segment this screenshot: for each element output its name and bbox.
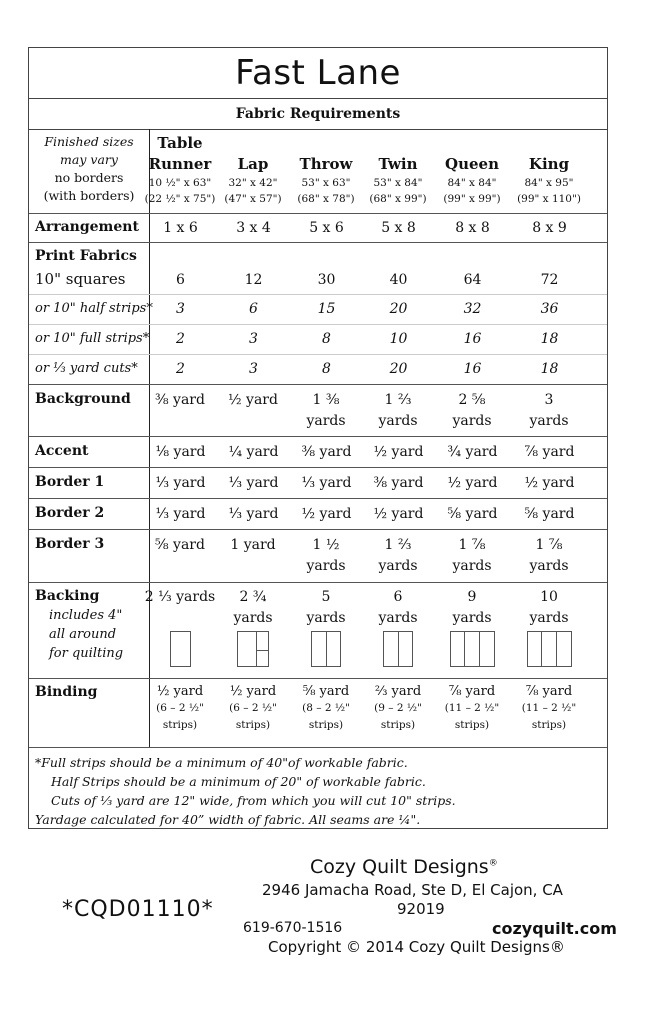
- border3-cell: [140, 535, 220, 556]
- binding-cell-line: strips): [308, 719, 344, 731]
- binding-cell-line: ⅞ yard: [448, 684, 496, 699]
- border1-cell: ½ yard: [524, 475, 575, 491]
- backing-cell-line: yards: [529, 610, 569, 626]
- column-size: 32" x 42": [228, 177, 278, 189]
- column-name-line1: [213, 133, 293, 154]
- column-header: [286, 133, 366, 207]
- binding-cell-line: strips): [531, 719, 567, 731]
- binding-cell: [509, 683, 589, 734]
- border3-cell-line: 1 yard: [230, 537, 276, 553]
- background-cell-line: ½ yard: [228, 392, 278, 408]
- border2-cell: ½ yard: [301, 506, 352, 522]
- third-cuts-cell: 2: [176, 361, 185, 377]
- background-cell: [509, 390, 589, 432]
- backing-note-line: all around: [49, 627, 117, 642]
- accent-cell: ⅛ yard: [155, 444, 206, 460]
- row-label-border2: Border 2: [35, 505, 105, 521]
- border2-cell: ½ yard: [373, 506, 424, 522]
- half-strips-cell: 36: [540, 301, 559, 317]
- pattern-title: Fast Lane: [235, 53, 401, 93]
- backing-panel: [171, 632, 190, 666]
- arrangement-cell: 1 x 6: [163, 220, 198, 236]
- backing-cell: [286, 587, 366, 629]
- squares-cell: 6: [176, 272, 185, 288]
- binding-cell-line: (11 – 2 ½": [444, 702, 500, 714]
- registered-mark: ®: [488, 858, 498, 869]
- backing-cell-line: yards: [233, 610, 273, 626]
- border3-cell-line: ⅝ yard: [155, 537, 205, 553]
- border3-cell: [213, 535, 293, 556]
- copyright: Copyright © 2014 Cozy Quilt Designs®: [268, 938, 565, 956]
- backing-cell: [140, 587, 220, 608]
- background-cell-line: 1 ⅔: [384, 392, 412, 408]
- binding-cell-line: strips): [380, 719, 416, 731]
- border3-cell-line: 1 ⅞: [535, 537, 563, 553]
- column-size: 53" x 63": [301, 177, 351, 189]
- third-cuts-cell: 18: [540, 361, 559, 377]
- company-name-text: Cozy Quilt Designs: [310, 856, 489, 878]
- backing-cell-line: 6: [393, 589, 403, 605]
- row-label-half-strips: or 10" half strips*: [35, 301, 153, 316]
- column-name-line1: [509, 133, 589, 154]
- backing-panel: [465, 632, 480, 666]
- column-name-line1: Table: [157, 134, 203, 152]
- binding-cell: [358, 683, 438, 734]
- background-cell-line: yards: [306, 413, 346, 429]
- size-note-line: no borders: [54, 170, 124, 185]
- backing-cell-line: yards: [306, 610, 346, 626]
- column-size: 53" x 84": [373, 177, 423, 189]
- column-name-line1: [358, 133, 438, 154]
- column-size-with-borders: (47" x 57"): [224, 193, 282, 205]
- binding-cell: [213, 683, 293, 734]
- backing-panel: [399, 632, 413, 666]
- binding-cell: [140, 683, 220, 734]
- squares-cell: 30: [317, 272, 336, 288]
- backing-panel-diagram: [383, 631, 413, 667]
- row-divider-light: [29, 294, 607, 295]
- background-cell: [358, 390, 438, 432]
- backing-panel: [528, 632, 543, 666]
- backing-panel: [384, 632, 399, 666]
- column-size-with-borders: (68" x 78"): [297, 193, 355, 205]
- border2-cell: ⅝ yard: [447, 506, 498, 522]
- row-divider-light: [29, 354, 607, 355]
- backing-cell: [432, 587, 512, 629]
- arrangement-cell: 5 x 8: [381, 220, 416, 236]
- backing-panel: [312, 632, 327, 666]
- backing-cell-line: 9: [467, 589, 477, 605]
- row-label-background: Background: [35, 391, 131, 407]
- row-label-full-strips: or 10" full strips*: [35, 331, 150, 346]
- border1-cell: ⅓ yard: [155, 475, 206, 491]
- background-cell-line: 1 ⅜: [312, 392, 340, 408]
- backing-note-line: includes 4": [49, 608, 123, 623]
- column-header: [140, 133, 220, 207]
- half-strips-cell: 3: [176, 301, 185, 317]
- column-header: [358, 133, 438, 207]
- accent-cell: ⅞ yard: [524, 444, 575, 460]
- backing-cell: [509, 587, 589, 629]
- size-note: [29, 133, 149, 205]
- squares-cell: 72: [540, 272, 559, 288]
- product-sku: *CQD01110*: [62, 897, 214, 922]
- backing-cell-line: 5: [321, 589, 331, 605]
- accent-cell: ¾ yard: [447, 444, 498, 460]
- column-name: Queen: [445, 155, 499, 173]
- background-cell-line: 2 ⅝: [458, 392, 486, 408]
- binding-cell-line: (8 – 2 ½": [302, 702, 350, 714]
- background-cell-line: yards: [378, 413, 418, 429]
- border1-cell: ⅓ yard: [228, 475, 279, 491]
- row-label-third-cuts: or ⅓ yard cuts*: [35, 361, 138, 376]
- background-cell-line: ⅜ yard: [155, 392, 205, 408]
- border1-cell: ⅜ yard: [373, 475, 424, 491]
- arrangement-cell: 8 x 8: [455, 220, 490, 236]
- column-size-with-borders: (68" x 99"): [369, 193, 427, 205]
- third-cuts-cell: 16: [463, 361, 482, 377]
- subtitle-row: [29, 98, 607, 130]
- half-strips-cell: 32: [463, 301, 482, 317]
- binding-cell-line: strips): [235, 719, 271, 731]
- backing-panel: [451, 632, 466, 666]
- arrangement-cell: 5 x 6: [309, 220, 344, 236]
- binding-cell: [286, 683, 366, 734]
- backing-panel: [257, 632, 268, 651]
- backing-panel-diagram: [527, 631, 572, 667]
- column-size-with-borders: (99" x 99"): [443, 193, 501, 205]
- row-divider: [29, 213, 607, 214]
- full-strips-cell: 2: [176, 331, 185, 347]
- backing-note-line: for quilting: [49, 646, 124, 661]
- binding-cell-line: strips): [454, 719, 490, 731]
- full-strips-cell: 8: [322, 331, 331, 347]
- accent-cell: ½ yard: [373, 444, 424, 460]
- squares-cell: 64: [463, 272, 482, 288]
- backing-panel: [327, 632, 341, 666]
- backing-cell-line: yards: [378, 610, 418, 626]
- footnotes: [35, 753, 456, 829]
- row-label-border1: Border 1: [35, 474, 105, 490]
- border3-cell-line: yards: [378, 558, 418, 574]
- column-name-line1: [286, 133, 366, 154]
- full-strips-cell: 10: [389, 331, 408, 347]
- column-name: Twin: [378, 155, 418, 173]
- company-name: [310, 856, 498, 878]
- binding-cell-line: ⅞ yard: [525, 684, 573, 699]
- row-divider: [29, 747, 607, 748]
- accent-cell: ¼ yard: [228, 444, 279, 460]
- border2-cell: ⅓ yard: [155, 506, 206, 522]
- background-cell: [213, 390, 293, 411]
- full-strips-cell: 18: [540, 331, 559, 347]
- backing-cell: [358, 587, 438, 629]
- row-divider: [29, 678, 607, 679]
- row-label-arrangement: Arrangement: [35, 219, 139, 235]
- binding-cell-line: ⅔ yard: [374, 684, 422, 699]
- company-address: 2946 Jamacha Road, Ste D, El Cajon, CA: [262, 881, 563, 899]
- column-name: Throw: [299, 155, 353, 173]
- border2-cell: ⅝ yard: [524, 506, 575, 522]
- border2-cell: ⅓ yard: [228, 506, 279, 522]
- column-size-with-borders: (22 ½" x 75"): [144, 193, 216, 205]
- border1-cell: ⅓ yard: [301, 475, 352, 491]
- company-website[interactable]: cozyquilt.com: [492, 919, 617, 938]
- column-name: Lap: [237, 155, 269, 173]
- arrangement-cell: 8 x 9: [532, 220, 567, 236]
- border3-cell: [509, 535, 589, 577]
- row-label-border3: Border 3: [35, 536, 105, 552]
- row-divider: [29, 498, 607, 499]
- background-cell: [432, 390, 512, 432]
- border3-cell-line: 1 ⅔: [384, 537, 412, 553]
- binding-cell-line: (6 – 2 ½": [229, 702, 277, 714]
- half-strips-cell: 15: [317, 301, 336, 317]
- third-cuts-cell: 20: [389, 361, 408, 377]
- column-header: [509, 133, 589, 207]
- backing-cell-line: 10: [540, 589, 558, 605]
- company-zip: 92019: [397, 900, 445, 918]
- backing-panel: [557, 632, 571, 666]
- backing-panel-split: [257, 632, 268, 666]
- size-note-line: (with borders): [43, 188, 135, 203]
- binding-cell: [432, 683, 512, 734]
- backing-panel-diagram: [170, 631, 191, 667]
- backing-cell-line: 2 ¾: [239, 589, 267, 605]
- binding-cell-line: strips): [162, 719, 198, 731]
- row-divider: [29, 467, 607, 468]
- arrangement-cell: 3 x 4: [236, 220, 271, 236]
- size-note-line: may vary: [60, 152, 118, 167]
- column-name: Runner: [148, 155, 212, 173]
- backing-cell-line: 2 ⅓ yards: [144, 589, 216, 605]
- border3-cell-line: yards: [529, 558, 569, 574]
- background-cell: [140, 390, 220, 411]
- row-label-binding: Binding: [35, 684, 98, 700]
- backing-note: [49, 606, 123, 663]
- column-size: 84" x 84": [447, 177, 497, 189]
- column-size: 10 ½" x 63": [148, 177, 212, 189]
- background-cell-line: yards: [452, 413, 492, 429]
- row-divider: [29, 384, 607, 385]
- row-label-squares: 10" squares: [35, 270, 126, 288]
- row-divider: [29, 529, 607, 530]
- row-label-backing: Backing: [35, 588, 100, 604]
- border3-cell: [286, 535, 366, 577]
- section-subtitle: Fabric Requirements: [235, 105, 401, 122]
- border3-cell-line: 1 ½: [312, 537, 340, 553]
- backing-panel: [480, 632, 494, 666]
- accent-cell: ⅜ yard: [301, 444, 352, 460]
- binding-cell-line: ½ yard: [229, 684, 277, 699]
- third-cuts-cell: 8: [322, 361, 331, 377]
- binding-cell-line: (9 – 2 ½": [374, 702, 422, 714]
- half-strips-cell: 20: [389, 301, 408, 317]
- backing-panel: [238, 632, 257, 666]
- backing-panel-diagram: [450, 631, 495, 667]
- backing-panel-diagram: [311, 631, 341, 667]
- background-cell-line: 3: [544, 392, 554, 408]
- border1-cell: ½ yard: [447, 475, 498, 491]
- backing-panel: [542, 632, 557, 666]
- border3-cell: [432, 535, 512, 577]
- fabric-requirements-sheet: [28, 47, 608, 829]
- column-header: [213, 133, 293, 207]
- squares-cell: 12: [244, 272, 263, 288]
- backing-cell-line: yards: [452, 610, 492, 626]
- column-header: [432, 133, 512, 207]
- footnote-line: *Full strips should be a minimum of 40"of workable fabric.: [35, 755, 408, 770]
- backing-panel-diagram: [237, 631, 269, 667]
- row-label-accent: Accent: [35, 443, 89, 459]
- column-size: 84" x 95": [524, 177, 574, 189]
- title-row: [29, 48, 607, 99]
- binding-cell-line: (6 – 2 ½": [156, 702, 204, 714]
- background-cell-line: yards: [529, 413, 569, 429]
- backing-cell: [213, 587, 293, 629]
- squares-cell: 40: [389, 272, 408, 288]
- row-label-print-fabrics: Print Fabrics: [35, 248, 137, 264]
- background-cell: [286, 390, 366, 432]
- footnote-line: Cuts of ⅓ yard are 12" wide, from which you will cut 10" strips.: [51, 793, 456, 808]
- half-strips-cell: 6: [249, 301, 258, 317]
- row-divider: [29, 436, 607, 437]
- company-phone: 619-670-1516: [243, 920, 343, 936]
- third-cuts-cell: 3: [249, 361, 258, 377]
- row-divider: [29, 242, 607, 243]
- full-strips-cell: 3: [249, 331, 258, 347]
- column-name-line1: [432, 133, 512, 154]
- row-divider: [29, 582, 607, 583]
- binding-cell-line: ½ yard: [156, 684, 204, 699]
- border3-cell-line: yards: [452, 558, 492, 574]
- size-note-line: Finished sizes: [44, 134, 134, 149]
- border3-cell-line: 1 ⅞: [458, 537, 486, 553]
- footnote-line: Yardage calculated for 40” width of fabric. All seams are ¼".: [35, 812, 421, 827]
- column-name: King: [528, 155, 570, 173]
- column-size-with-borders: (99" x 110"): [517, 193, 581, 205]
- border3-cell-line: yards: [306, 558, 346, 574]
- footnote-line: Half Strips should be a minimum of 20" of workable fabric.: [51, 774, 426, 789]
- row-divider-light: [29, 324, 607, 325]
- full-strips-cell: 16: [463, 331, 482, 347]
- border3-cell: [358, 535, 438, 577]
- binding-cell-line: (11 – 2 ½": [521, 702, 577, 714]
- binding-cell-line: ⅝ yard: [302, 684, 350, 699]
